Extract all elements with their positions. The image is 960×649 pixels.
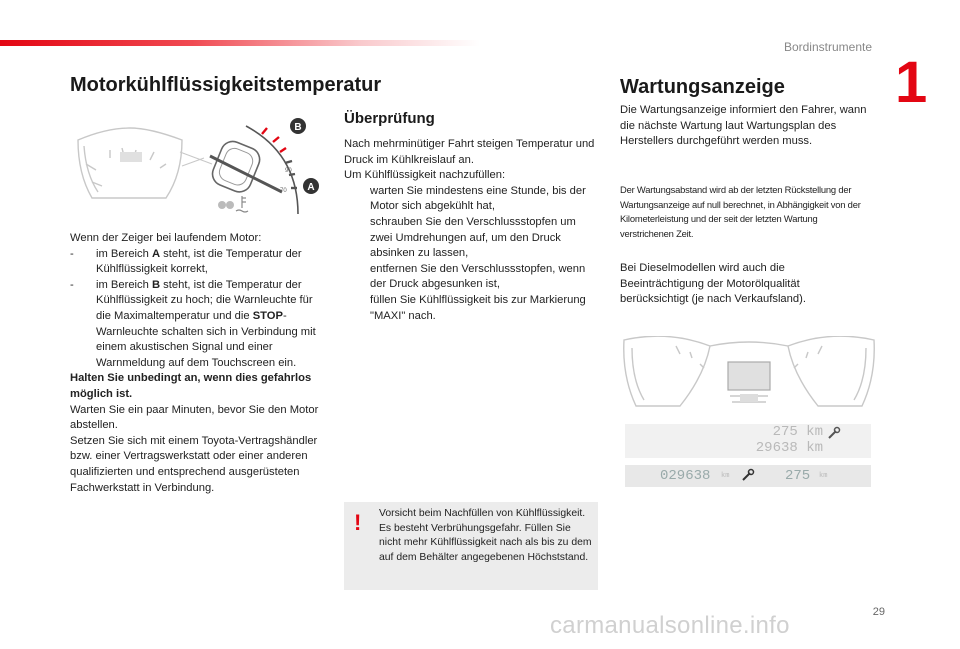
- wrench-icon: [741, 468, 755, 482]
- coolant-outro: Warten Sie ein paar Minuten, bevor Sie den Motor abstellen. Setzen Sie sich mit einem Toyota-Vertragshändler bzw. einer Vertragswerkstatt oder einer anderen qualifizierten und entsprechend ausgerüsteten Fachwerkstatt in Verbindung.: [70, 403, 319, 494]
- gauge-intro: Wenn der Zeiger bei laufendem Motor:: [70, 232, 262, 244]
- gauge-mark-90: 90: [285, 168, 292, 174]
- gauge-mark-70: 70: [280, 188, 287, 194]
- odometer-unit: km: [721, 472, 730, 480]
- indicator-dot: [218, 201, 226, 209]
- service-para-2: Der Wartungsabstand wird ab der letzten Rückstellung der Wartungsanzeige auf null berechnet, in Abhängigkeit von der Kilometerleistung und der seit der letzten Wartung verstrichenen Zeit.: [620, 184, 861, 239]
- page-title-coolant: Motorkühlflüssigkeitstemperatur: [70, 74, 382, 96]
- service-display-primary: [625, 424, 871, 458]
- indicator-dot: [226, 201, 234, 209]
- service-para-1: Die Wartungsanzeige informiert den Fahrer, wann die nächste Wartung laut Wartungsplan des Herstellers durchgeführt werden muss.: [620, 104, 867, 148]
- zone-a-label: A: [307, 182, 315, 193]
- check-text: [344, 137, 600, 324]
- header-accent-bar: [0, 40, 480, 46]
- chapter-number: 1: [895, 50, 928, 115]
- scald-warning-box: [344, 502, 598, 590]
- service-para-3: Bei Dieselmodellen wird auch die Beeinträchtigung der Motorölqualität berücksichtigt (je nach Verkaufsland).: [620, 262, 806, 306]
- odometer-readout: 29638 km: [755, 440, 823, 456]
- list-item: entfernen Sie den Verschlussstopfen, wenn der Druck abgesunken ist,: [370, 262, 586, 291]
- zone-b-label: B: [294, 122, 302, 133]
- watermark: carmanualsonline.info: [550, 612, 790, 639]
- section-label: Bordinstrumente: [783, 40, 872, 54]
- coolant-gauge-illustration: [70, 112, 330, 224]
- section-title-check: Überprüfung: [344, 110, 435, 127]
- list-item: warten Sie mindestens eine Stunde, bis der Motor sich abgekühlt hat,: [370, 184, 586, 213]
- service-interval-unit: km: [819, 472, 828, 480]
- list-item: - im Bereich B steht, ist die Temperatur der Kühlflüssigkeit zu hoch; die Warnleuchte für die Maximaltemperatur und die STOP-Warnleuchte schalten sich in Verbindung mit einem akustischen Signal und einer Warnmeldung auf dem Touchscreen ein.: [70, 278, 316, 369]
- service-distance-readout: 275 km: [772, 424, 823, 440]
- coolant-text: [70, 231, 320, 496]
- list-item: füllen Sie Kühlflüssigkeit bis zur Markierung "MAXI" nach.: [370, 293, 586, 322]
- page-number: 29: [872, 606, 885, 618]
- check-intro: Nach mehrminütiger Fahrt steigen Temperatur und Druck im Kühlkreislauf an. Um Kühlflüssigkeit nachzufüllen:: [344, 138, 595, 182]
- instrument-cluster-illustration: [620, 336, 878, 422]
- wrench-icon: [827, 426, 841, 440]
- stop-warning: Halten Sie unbedingt an, wenn dies gefahrlos möglich ist.: [70, 372, 312, 400]
- section-title-service: Wartungsanzeige: [620, 76, 785, 98]
- list-item: - im Bereich A steht, ist die Temperatur der Kühlflüssigkeit korrekt,: [70, 247, 302, 276]
- list-item: schrauben Sie den Verschlussstopfen um zwei Umdrehungen auf, um den Druck absinken zu lassen,: [370, 215, 576, 260]
- warning-icon: !: [354, 510, 362, 535]
- coolant-temperature-icon: [236, 196, 248, 212]
- service-display-secondary: [625, 465, 871, 487]
- service-interval-value: 275: [785, 468, 811, 484]
- scald-warning-text: Vorsicht beim Nachfüllen von Kühlflüssigkeit. Es besteht Verbrühungsgefahr. Füllen Sie nicht mehr Kühlflüssigkeit nach als bis zu dem auf dem Behälter angegebenen Höchststand.: [379, 508, 592, 563]
- odometer-value: 029638: [660, 468, 711, 484]
